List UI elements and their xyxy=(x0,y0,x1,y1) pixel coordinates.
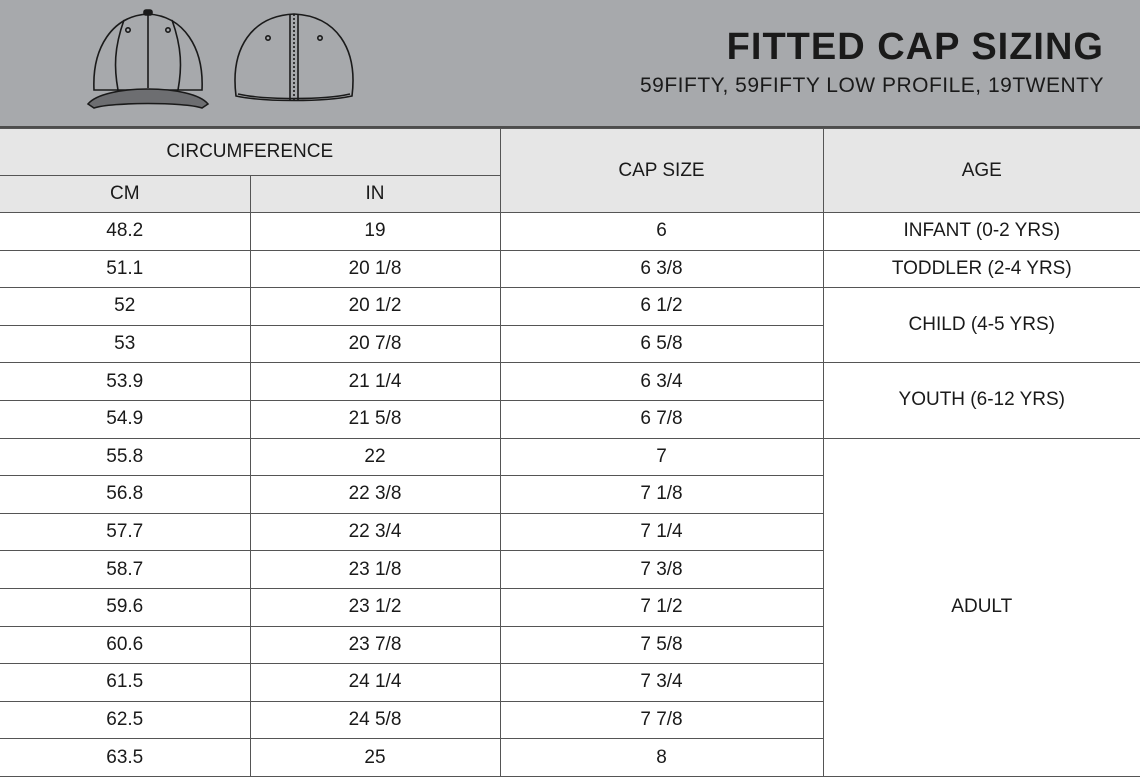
cell-cap-size: 7 1/4 xyxy=(500,513,823,551)
in-header: IN xyxy=(250,176,500,213)
cell-cap-size: 7 1/2 xyxy=(500,588,823,626)
cap-illustrations xyxy=(84,8,364,120)
cell-in: 23 7/8 xyxy=(250,626,500,664)
cell-cap-size: 7 7/8 xyxy=(500,701,823,739)
cell-cm: 63.5 xyxy=(0,739,250,777)
cell-age-group: TODDLER (2-4 YRS) xyxy=(823,250,1140,288)
cell-cap-size: 6 1/2 xyxy=(500,288,823,326)
cell-cm: 59.6 xyxy=(0,588,250,626)
size-table xyxy=(0,128,1140,777)
cell-in: 23 1/8 xyxy=(250,551,500,589)
cm-header: CM xyxy=(0,176,250,213)
cell-in: 21 1/4 xyxy=(250,363,500,401)
table-row xyxy=(0,213,1140,251)
cell-in: 20 1/8 xyxy=(250,250,500,288)
cell-cm: 57.7 xyxy=(0,513,250,551)
page-title: FITTED CAP SIZING xyxy=(726,26,1104,68)
cell-cm: 48.2 xyxy=(0,213,250,251)
cell-in: 25 xyxy=(250,739,500,777)
cell-in: 20 7/8 xyxy=(250,325,500,363)
cell-cm: 55.8 xyxy=(0,438,250,476)
cell-cm: 60.6 xyxy=(0,626,250,664)
cell-cm: 61.5 xyxy=(0,664,250,702)
table-row xyxy=(0,363,1140,401)
header-banner xyxy=(0,0,1140,128)
cell-cap-size: 7 xyxy=(500,438,823,476)
cell-age-group: ADULT xyxy=(823,438,1140,776)
age-header: AGE xyxy=(823,129,1140,213)
cell-cm: 51.1 xyxy=(0,250,250,288)
cell-cap-size: 6 5/8 xyxy=(500,325,823,363)
cell-cap-size: 6 xyxy=(500,213,823,251)
cell-cap-size: 7 5/8 xyxy=(500,626,823,664)
cell-cap-size: 6 7/8 xyxy=(500,400,823,438)
circumference-header: CIRCUMFERENCE xyxy=(0,129,500,176)
cell-age-group: YOUTH (6-12 YRS) xyxy=(823,363,1140,438)
cap-back-icon xyxy=(235,14,353,101)
cap-size-header: CAP SIZE xyxy=(500,129,823,213)
cap-front-icon xyxy=(88,10,208,108)
cell-cap-size: 6 3/8 xyxy=(500,250,823,288)
cell-in: 22 xyxy=(250,438,500,476)
cell-cap-size: 7 3/4 xyxy=(500,664,823,702)
table-row xyxy=(0,438,1140,476)
cell-in: 23 1/2 xyxy=(250,588,500,626)
cell-cap-size: 7 3/8 xyxy=(500,551,823,589)
cell-in: 21 5/8 xyxy=(250,400,500,438)
cell-cm: 52 xyxy=(0,288,250,326)
cell-age-group: INFANT (0-2 YRS) xyxy=(823,213,1140,251)
cell-in: 22 3/4 xyxy=(250,513,500,551)
cell-in: 24 1/4 xyxy=(250,664,500,702)
table-row xyxy=(0,250,1140,288)
cell-cm: 54.9 xyxy=(0,400,250,438)
cell-cm: 53.9 xyxy=(0,363,250,401)
cell-in: 19 xyxy=(250,213,500,251)
cell-in: 24 5/8 xyxy=(250,701,500,739)
page-subtitle: 59FIFTY, 59FIFTY LOW PROFILE, 19TWENTY xyxy=(640,74,1104,97)
cell-in: 20 1/2 xyxy=(250,288,500,326)
cell-cm: 56.8 xyxy=(0,476,250,514)
cell-cm: 53 xyxy=(0,325,250,363)
cell-cap-size: 6 3/4 xyxy=(500,363,823,401)
cell-cm: 62.5 xyxy=(0,701,250,739)
cell-age-group: CHILD (4-5 YRS) xyxy=(823,288,1140,363)
cell-in: 22 3/8 xyxy=(250,476,500,514)
cell-cap-size: 8 xyxy=(500,739,823,777)
table-row xyxy=(0,288,1140,326)
cell-cap-size: 7 1/8 xyxy=(500,476,823,514)
cell-cm: 58.7 xyxy=(0,551,250,589)
